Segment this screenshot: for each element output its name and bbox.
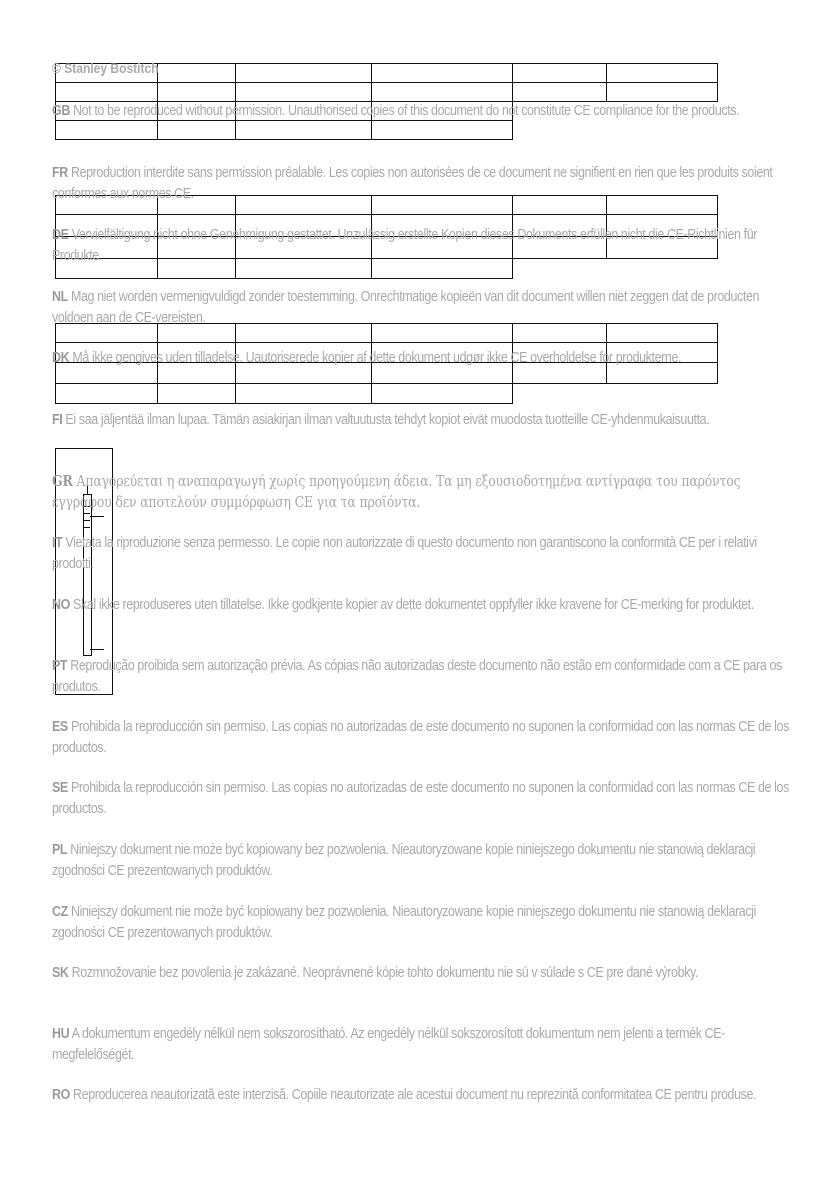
notice-nl	[52, 287, 792, 328]
notice-text: Reproducerea neautorizată este interzisă. Copiile neautorizate ale acestui document nu reprezintă conformitatea CE pentru produse.	[73, 1087, 757, 1103]
notice-it	[52, 533, 792, 574]
notice-text: Reproduction interdite sans permission préalable. Les copies non autorisées de ce document ne signifient en rien que les produits soient conformes aux normes CE.	[52, 165, 773, 202]
notice-code: CZ	[52, 904, 68, 920]
notice-es	[52, 717, 792, 758]
notice-code: PL	[52, 842, 68, 858]
notice-code: RO	[52, 1087, 70, 1103]
notice-hu	[52, 1024, 792, 1065]
notice-code: DE	[52, 227, 69, 243]
notice-pl	[52, 840, 792, 881]
notice-text: Prohibida la reproducción sin permiso. Las copias no autorizadas de este documento no suponen la conformidad con las normas CE de los productos.	[52, 719, 789, 756]
notice-code: SK	[52, 965, 69, 981]
notice-code: SE	[52, 780, 68, 796]
notice-sk	[52, 963, 792, 984]
notice-text: Απαγορεύεται η αναπαραγωγή χωρίς προηγούμενη άδεια. Τα μη εξουσιοδοτημένα αντίγραφα του παρόντος εγγράφου δεν αποτελούν συμμόρφωση CE για τα προϊόντα.	[52, 474, 741, 511]
notice-text: Ei saa jäljentää ilman lupaa. Tämän asiakirjan ilman valtuutusta tehdyt kopiot eivät muodosta tuotteille CE-yhdenmukaisuutta.	[65, 412, 710, 428]
notice-text: Not to be reproduced without permission. Unauthorised copies of this document do not constitute CE compliance for the products.	[73, 103, 740, 119]
notice-fi	[52, 410, 792, 431]
notice-gr	[52, 472, 792, 513]
notice-text: Skal ikke reproduseres uten tillatelse. Ikke godkjente kopier av dette dokumentet oppfyller ikke kravene for CE-merking for produktet.	[73, 597, 754, 613]
drawing-tick	[83, 527, 90, 528]
notice-de	[52, 225, 792, 266]
notice-text: Må ikke gengives uden tilladelse. Uautoriserede kopier af dette dokument udgør ikke CE overholdelse for produkterne.	[72, 350, 682, 366]
drawing-leader	[90, 516, 104, 517]
notice-text: Vervielfältigung nicht ohne Genehmigung gestattet. Unzulässig erstellte Kopien dieses Dokuments erfüllen nicht die CE-Richtlinien für Produkte.	[52, 227, 758, 264]
notice-se	[52, 778, 792, 819]
notice-ro	[52, 1085, 792, 1106]
copyright: © Stanley Bostitch	[52, 60, 159, 76]
notice-no	[52, 595, 792, 616]
notice-text: Niniejszy dokument nie może być kopiowany bez pozwolenia. Nieautoryzowane kopie niniejszego dokumentu nie stanowią deklaracji zgodności CE prezentowanych produktów.	[52, 842, 756, 879]
tool-drawing-strip	[83, 494, 92, 656]
notice-code: GR	[52, 473, 73, 490]
notice-code: GB	[52, 103, 70, 119]
notice-text: Prohibida la reproducción sin permiso. Las copias no autorizadas de este documento no suponen la conformidad con las normas CE de los productos.	[52, 780, 789, 817]
notice-code: IT	[52, 535, 63, 551]
notice-fr	[52, 163, 792, 204]
drawing-tick	[83, 513, 90, 514]
notice-code: FI	[52, 412, 63, 428]
drawing-tick	[83, 520, 90, 521]
notice-code: DK	[52, 350, 70, 366]
notice-code: HU	[52, 1026, 70, 1042]
notice-text: Mag niet worden vermenigvuldigd zonder toestemming. Onrechtmatige kopieën van dit document willen niet zeggen dat de producten voldoen aan de CE-vereisten.	[52, 289, 760, 326]
notice-code: PT	[52, 658, 68, 674]
notice-code: NL	[52, 289, 68, 305]
notice-code: NO	[52, 597, 70, 613]
notice-text: Niniejszy dokument nie może być kopiowany bez pozwolenia. Nieautoryzowane kopie niniejszego dokumentu nie stanowią deklaracji zgodności CE prezentowanych produktów.	[52, 904, 756, 941]
notice-text: Rozmnožovanie bez povolenia je zakázané. Neoprávnené kópie tohto dokumentu nie sú v súlade s CE pre dané výrobky.	[71, 965, 699, 981]
notice-cz	[52, 902, 792, 943]
notice-code: ES	[52, 719, 68, 735]
notice-code: FR	[52, 165, 68, 181]
notice-gb	[52, 101, 792, 122]
notice-text: A dokumentum engedély nélkül nem sokszorosítható. Az engedély nélkül sokszorosított dokumentum nem jelenti a termék CE-megfelelőségét.	[52, 1026, 725, 1063]
notice-dk	[52, 348, 792, 369]
notice-text: Reprodução proibida sem autorização prévia. As cópias não autorizadas deste documento não estão em conformidade com a CE para os produtos.	[52, 658, 782, 695]
notice-text: Vietata la riproduzione senza permesso. Le copie non autorizzate di questo documento non garantiscono la conformità CE per i relativi prodotti.	[52, 535, 757, 572]
notice-pt	[52, 656, 792, 697]
drawing-leader	[90, 649, 104, 650]
